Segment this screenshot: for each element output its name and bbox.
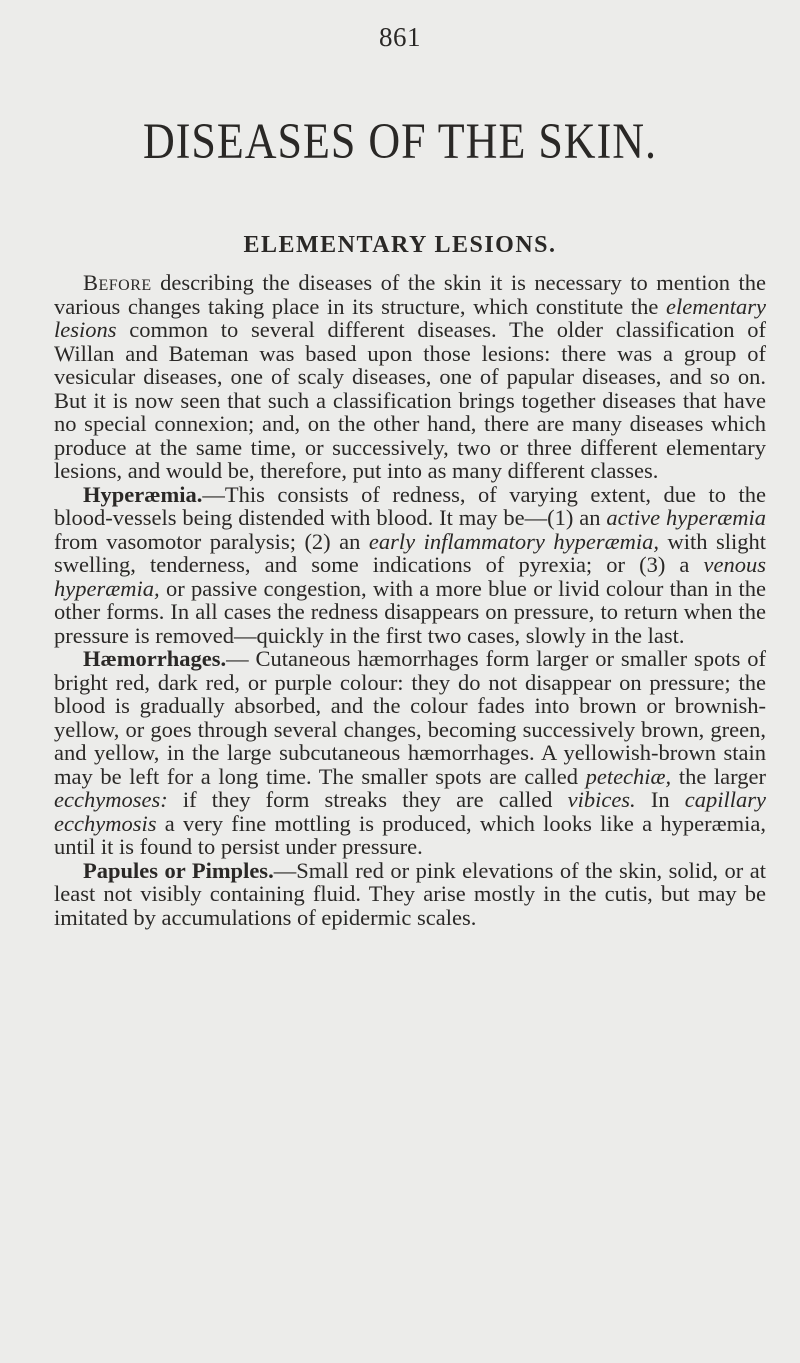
section-title: ELEMENTARY LESIONS. xyxy=(243,232,557,258)
emphasis-term: vibices. xyxy=(567,787,636,812)
papules-paragraph xyxy=(54,859,766,930)
text-run: or passive congestion, with a more blue or livid colour than in the other forms. In all cases the redness disappears on pressure, to return when the pressure is removed—quickly in the first two cases, slowly in the last. xyxy=(54,575,766,648)
papules-heading: Papules or Pimples. xyxy=(83,857,274,883)
body-text xyxy=(54,271,766,929)
text-run: if they form streaks they are called xyxy=(167,787,568,812)
text-run: the larger xyxy=(671,763,766,789)
text-run: describing the diseases of the skin it is necessary to mention the various changes taking place in its structure, which constitute the xyxy=(54,270,766,319)
emphasis-term: petechiæ, xyxy=(585,763,672,789)
haemorrhages-heading: Hæmorrhages. xyxy=(83,646,227,671)
intro-paragraph xyxy=(54,271,766,483)
emphasis-term: early inflammatory hyperæmia, xyxy=(368,528,659,554)
text-run: In xyxy=(635,787,685,812)
emphasis-term: elementary lesions xyxy=(54,293,766,342)
text-run: common to several different diseases. The older classification of Willan and Bateman was based upon those lesions: there was a group of vesicular diseases, one of scaly diseases, one of papular diseases, and so on. But it is now seen that such a classification brings together diseases that have no special connexion; and, on the other hand, there are many diseases which produce at the same time, or successively, two or three different elementary lesions, and would be, therefore, put into as many different classes. xyxy=(54,317,766,483)
lead-word: Before xyxy=(83,270,152,295)
emphasis-term: ecchymoses: xyxy=(54,787,168,812)
text-run: a very fine mottling is produced, which looks like a hyperæmia, until it is found to persist under pressure. xyxy=(54,810,766,859)
chapter-title: DISEASES OF THE SKIN. xyxy=(142,113,658,170)
text-run: —Small red or pink elevations of the skin, solid, or at least not visibly containing fluid. They arise mostly in the cutis, but may be imitated by accumulations of epidermic scales. xyxy=(54,857,766,930)
emphasis-term: active hyperæmia xyxy=(606,505,766,530)
text-run: from vasomotor paralysis; (2) an xyxy=(54,528,369,554)
hyperaemia-heading: Hyperæmia. xyxy=(83,481,203,507)
page-number: 861 xyxy=(379,22,421,52)
text-run: with slight swelling, tenderness, and some indications of pyrexia; or (3) a xyxy=(54,528,766,577)
emphasis-term: capillary ecchymosis xyxy=(54,787,766,836)
hyperaemia-paragraph xyxy=(54,483,766,648)
text-run: —This consists of redness, of varying extent, due to the blood-vessels being distended with blood. It may be—(1) an xyxy=(54,481,766,530)
haemorrhages-paragraph xyxy=(54,647,766,859)
emphasis-term: venous hyperæmia, xyxy=(54,552,766,601)
text-run: — Cutaneous hæmorrhages form larger or smaller spots of bright red, dark red, or purple colour: they do not disappear on pressure; the blood is gradually absorbed, and the colour fades into brown or brownish-yellow, or goes through several changes, becoming successively brown, green, and yellow, in the large subcutaneous hæmorrhages. A yellowish-brown stain may be left for a long time. The smaller spots are called xyxy=(54,646,766,789)
